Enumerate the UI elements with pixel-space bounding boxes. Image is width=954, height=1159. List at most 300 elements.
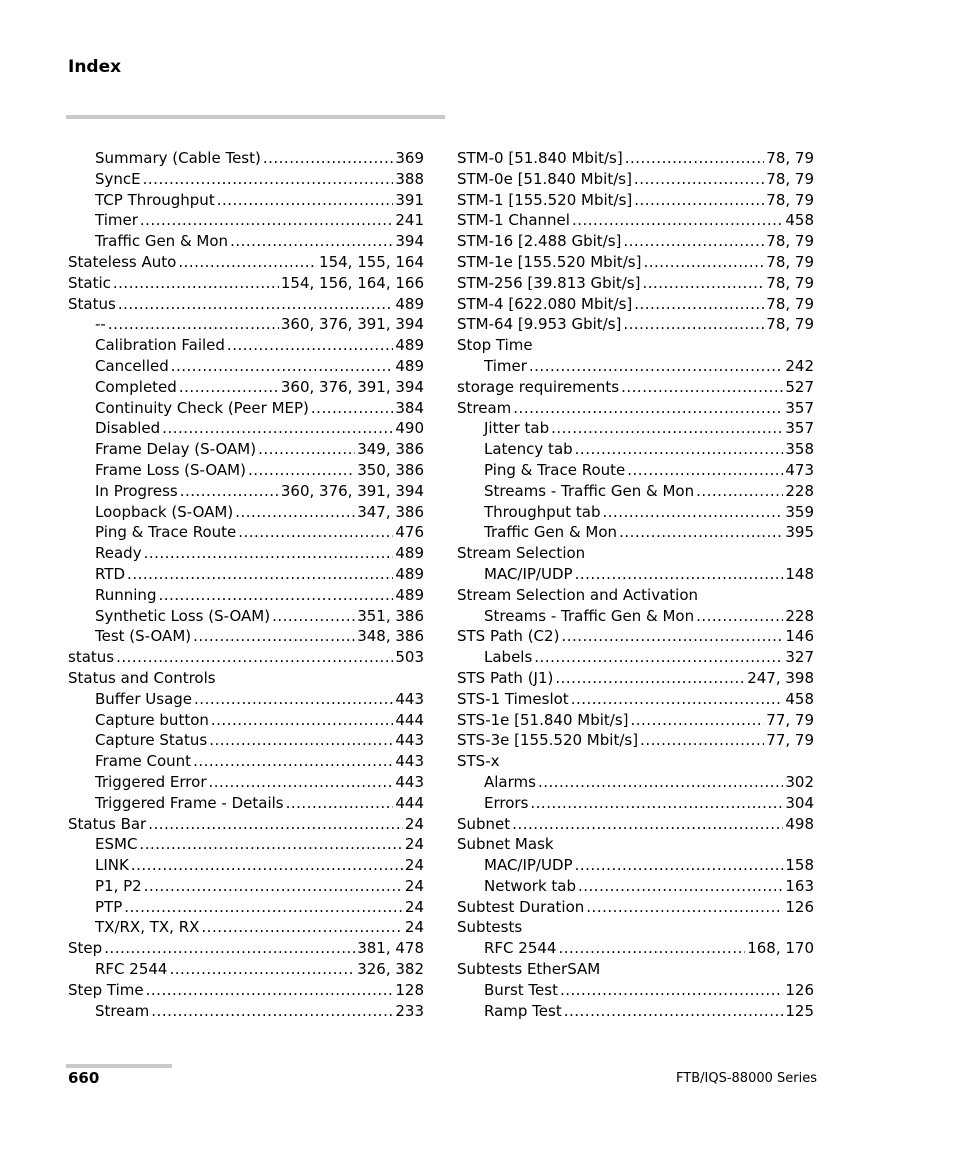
index-column-left <box>68 148 424 1021</box>
page-references: 163 <box>785 876 814 895</box>
index-subentry <box>68 502 424 523</box>
dot-leader <box>575 439 784 460</box>
dot-leader <box>116 647 393 668</box>
index-term: Subtest Duration <box>457 897 585 916</box>
index-term: Stateless Auto <box>68 252 177 271</box>
index-entry <box>457 377 814 398</box>
page-references: 357 <box>785 398 814 417</box>
index-subentry <box>68 190 424 211</box>
index-entry <box>457 668 814 689</box>
index-term: Ramp Test <box>484 1001 562 1020</box>
index-subentry <box>68 1001 424 1022</box>
index-entry <box>457 294 814 315</box>
dot-leader <box>286 793 394 814</box>
dot-leader <box>512 814 783 835</box>
index-subentry <box>68 522 424 543</box>
dot-leader <box>619 522 783 543</box>
dot-leader <box>529 356 783 377</box>
index-subentry <box>68 398 424 419</box>
index-subentry <box>68 751 424 772</box>
index-term: RFC 2544 <box>484 939 557 958</box>
index-subentry <box>457 418 814 439</box>
page-references: 489 <box>395 356 424 375</box>
page-references: 327 <box>785 648 814 667</box>
page-references: 304 <box>785 793 814 812</box>
index-subentry <box>457 439 814 460</box>
index-term: MAC/IP/UDP <box>484 856 573 875</box>
index-term: Latency tab <box>484 440 573 459</box>
dot-leader <box>623 314 764 335</box>
dot-leader <box>623 231 764 252</box>
page-references: 473 <box>785 460 814 479</box>
dot-leader <box>640 730 764 751</box>
page-references: 241 <box>395 211 424 230</box>
page-references: 24 <box>404 918 424 937</box>
page-references: 128 <box>395 980 424 999</box>
index-subentry <box>457 938 814 959</box>
index-entry <box>68 252 424 273</box>
dot-leader <box>643 252 764 273</box>
index-entry <box>457 585 814 606</box>
index-entry <box>457 751 814 772</box>
index-term: Ping & Trace Route <box>95 523 237 542</box>
index-term: Status <box>68 294 116 313</box>
dot-leader <box>564 1001 784 1022</box>
index-entry <box>457 834 814 855</box>
page-references: 247, 398 <box>747 668 814 687</box>
index-entry <box>457 814 814 835</box>
dot-leader <box>144 876 403 897</box>
dot-leader <box>124 897 403 918</box>
index-subentry <box>68 481 424 502</box>
dot-leader <box>139 834 402 855</box>
index-subentry <box>457 647 814 668</box>
index-term: STM-1e [155.520 Mbit/s] <box>457 252 642 271</box>
dot-leader <box>555 668 745 689</box>
index-entry <box>68 938 424 959</box>
dot-leader <box>144 543 394 564</box>
page-references: 302 <box>785 772 814 791</box>
index-term: LINK <box>95 856 129 875</box>
page-references: 24 <box>404 876 424 895</box>
index-subentry <box>68 710 424 731</box>
index-entry <box>457 959 814 980</box>
dot-leader <box>178 252 317 273</box>
index-term: Summary (Cable Test) <box>95 149 261 167</box>
page-references: 24 <box>404 897 424 916</box>
index-term: RTD <box>95 564 126 583</box>
dot-leader <box>209 730 393 751</box>
index-term: Loopback (S-OAM) <box>95 502 234 521</box>
index-subentry <box>68 897 424 918</box>
dot-leader <box>311 398 393 419</box>
index-term: Errors <box>484 793 529 812</box>
index-term: STM-16 [2.488 Gbit/s] <box>457 232 622 251</box>
dot-leader <box>131 855 403 876</box>
index-subentry <box>457 793 814 814</box>
index-term: Subnet <box>457 814 511 833</box>
index-entry <box>457 169 814 190</box>
page-references: 489 <box>395 564 424 583</box>
index-term: STM-64 [9.953 Gbit/s] <box>457 315 622 334</box>
index-term: STS-3e [155.520 Mbit/s] <box>457 731 639 750</box>
page-number: 660 <box>68 1069 100 1087</box>
page-references: 78, 79 <box>766 315 814 334</box>
index-entry <box>457 314 814 335</box>
page-references: 348, 386 <box>357 627 424 646</box>
page-references: 158 <box>785 856 814 875</box>
index-term: Stream <box>457 398 512 417</box>
page-references: 443 <box>395 772 424 791</box>
dot-leader <box>227 335 393 356</box>
index-entry <box>457 190 814 211</box>
index-subentry <box>68 335 424 356</box>
index-subentry <box>457 460 814 481</box>
index-subentry <box>457 356 814 377</box>
dot-leader <box>148 814 403 835</box>
index-entry <box>457 252 814 273</box>
page-references: 388 <box>395 169 424 188</box>
dot-leader <box>238 522 393 543</box>
index-subentry <box>68 418 424 439</box>
page-references: 126 <box>785 980 814 999</box>
page-references: 350, 386 <box>357 460 424 479</box>
page-references: 228 <box>785 481 814 500</box>
index-subentry <box>68 793 424 814</box>
index-subentry <box>68 314 424 335</box>
index-term: Static <box>68 273 111 292</box>
dot-leader <box>151 1001 393 1022</box>
dot-leader <box>146 980 394 1001</box>
index-entry <box>68 647 424 668</box>
page-references: 395 <box>785 523 814 542</box>
dot-leader <box>208 772 393 793</box>
index-entry <box>457 689 814 710</box>
index-term: In Progress <box>95 481 178 500</box>
index-subentry <box>68 460 424 481</box>
page-references: 444 <box>395 710 424 729</box>
page-references: 24 <box>404 835 424 854</box>
page-references: 391 <box>395 190 424 209</box>
index-subentry <box>457 606 814 627</box>
dot-leader <box>230 231 393 252</box>
index-entry <box>457 626 814 647</box>
page-references: 77, 79 <box>766 710 814 729</box>
page-references: 154, 155, 164 <box>319 252 424 271</box>
page-references: 349, 386 <box>357 440 424 459</box>
index-subentry <box>68 148 424 169</box>
index-term: TCP Throughput <box>95 190 215 209</box>
index-term: Step Time <box>68 980 144 999</box>
index-entry <box>457 148 814 169</box>
dot-leader <box>201 917 403 938</box>
index-term: Status and Controls <box>68 668 216 687</box>
page-references: 148 <box>785 564 814 583</box>
page-references: 443 <box>395 731 424 750</box>
index-term: Test (S-OAM) <box>95 627 192 646</box>
index-term: Stream <box>95 1001 150 1020</box>
index-term: Frame Count <box>95 752 192 771</box>
index-term: PTP <box>95 897 123 916</box>
index-term: -- <box>95 315 106 334</box>
page-references: 146 <box>785 627 814 646</box>
dot-leader <box>538 772 783 793</box>
dot-leader <box>118 294 394 315</box>
dot-leader <box>634 294 764 315</box>
index-subentry <box>68 689 424 710</box>
dot-leader <box>248 460 355 481</box>
index-term: P1, P2 <box>95 876 142 895</box>
page-references: 228 <box>785 606 814 625</box>
page-references: 360, 376, 391, 394 <box>280 481 424 500</box>
index-term: STS-1 Timeslot <box>457 689 569 708</box>
dot-leader <box>551 418 783 439</box>
index-term: Streams - Traffic Gen & Mon <box>484 606 695 625</box>
page-references: 24 <box>404 814 424 833</box>
index-subentry <box>68 231 424 252</box>
dot-leader <box>634 169 764 190</box>
dot-leader <box>108 314 279 335</box>
index-subentry <box>68 917 424 938</box>
page-references: 498 <box>785 814 814 833</box>
index-term: Stop Time <box>457 336 533 355</box>
index-term: Stream Selection <box>457 544 586 563</box>
index-term: Continuity Check (Peer MEP) <box>95 398 309 417</box>
index-subentry <box>457 564 814 585</box>
page-references: 78, 79 <box>766 169 814 188</box>
index-term: Stream Selection and Activation <box>457 585 699 604</box>
dot-leader <box>575 855 784 876</box>
index-subentry <box>457 1001 814 1022</box>
dot-leader <box>625 148 765 169</box>
dot-leader <box>534 647 783 668</box>
index-term: Status Bar <box>68 814 147 833</box>
page-references: 78, 79 <box>766 273 814 292</box>
index-term: Frame Loss (S-OAM) <box>95 460 246 479</box>
index-subentry <box>457 772 814 793</box>
index-subentry <box>68 959 424 980</box>
dot-leader <box>561 626 783 647</box>
dot-leader <box>194 689 393 710</box>
index-subentry <box>457 876 814 897</box>
product-series: FTB/IQS-88000 Series <box>676 1071 817 1086</box>
dot-leader <box>513 398 783 419</box>
dot-leader <box>621 377 783 398</box>
index-term: Burst Test <box>484 980 558 999</box>
dot-leader <box>113 273 279 294</box>
index-term: status <box>68 648 115 667</box>
page-references: 351, 386 <box>357 606 424 625</box>
footer-divider <box>66 1064 172 1068</box>
index-term: Running <box>95 585 157 604</box>
page-references: 233 <box>395 1001 424 1020</box>
dot-leader <box>193 626 355 647</box>
index-subentry <box>457 522 814 543</box>
index-subentry <box>68 876 424 897</box>
page-references: 168, 170 <box>747 939 814 958</box>
index-entry <box>68 980 424 1001</box>
page-references: 489 <box>395 544 424 563</box>
index-term: Subtests <box>457 918 523 937</box>
page-references: 347, 386 <box>357 502 424 521</box>
index-term: Ready <box>95 544 142 563</box>
page-references: 78, 79 <box>766 252 814 271</box>
index-term: Buffer Usage <box>95 689 193 708</box>
index-subentry <box>68 543 424 564</box>
dot-leader <box>158 585 393 606</box>
index-term: Ping & Trace Route <box>484 460 626 479</box>
page-references: 24 <box>404 856 424 875</box>
dot-leader <box>530 793 783 814</box>
index-entry <box>68 668 424 689</box>
index-entry <box>457 210 814 231</box>
page-references: 444 <box>395 793 424 812</box>
index-term: Timer <box>484 356 527 375</box>
index-subentry <box>457 980 814 1001</box>
index-term: SyncE <box>95 169 141 188</box>
index-entry <box>457 543 814 564</box>
dot-leader <box>169 959 355 980</box>
page-references: 458 <box>785 211 814 230</box>
index-term: MAC/IP/UDP <box>484 564 573 583</box>
index-subentry <box>68 626 424 647</box>
header-divider <box>66 115 445 119</box>
index-term: Traffic Gen & Mon <box>95 232 229 251</box>
index-term: Timer <box>95 211 138 230</box>
page-references: 369 <box>395 149 424 167</box>
page-references: 360, 376, 391, 394 <box>280 315 424 334</box>
index-subentry <box>68 855 424 876</box>
index-term: Jitter tab <box>484 419 550 438</box>
page-references: 125 <box>785 1001 814 1020</box>
page-references: 458 <box>785 689 814 708</box>
dot-leader <box>586 897 783 918</box>
index-term: STS Path (J1) <box>457 668 554 687</box>
index-entry <box>457 335 814 356</box>
page-references: 357 <box>785 419 814 438</box>
page-references: 77, 79 <box>766 731 814 750</box>
dot-leader <box>143 169 394 190</box>
index-term: Completed <box>95 377 177 396</box>
page-references: 489 <box>395 294 424 313</box>
index-entry <box>68 814 424 835</box>
page-references: 476 <box>395 523 424 542</box>
index-subentry <box>68 730 424 751</box>
index-term: Triggered Error <box>95 772 207 791</box>
dot-leader <box>217 190 394 211</box>
index-term: Calibration Failed <box>95 336 225 355</box>
index-term: Labels <box>484 648 533 667</box>
dot-leader <box>696 606 783 627</box>
index-term: Cancelled <box>95 356 169 375</box>
index-subentry <box>68 439 424 460</box>
index-entry <box>457 273 814 294</box>
index-term: Traffic Gen & Mon <box>484 523 618 542</box>
index-term: Disabled <box>95 419 161 438</box>
index-subentry <box>68 834 424 855</box>
index-term: STM-1 [155.520 Mbit/s] <box>457 190 633 209</box>
page-references: 394 <box>395 232 424 251</box>
dot-leader <box>272 606 355 627</box>
index-entry <box>68 273 424 294</box>
dot-leader <box>235 502 355 523</box>
dot-leader <box>263 148 394 169</box>
dot-leader <box>575 564 784 585</box>
index-subentry <box>68 377 424 398</box>
page-references: 489 <box>395 585 424 604</box>
page-references: 443 <box>395 752 424 771</box>
dot-leader <box>193 751 393 772</box>
dot-leader <box>627 460 783 481</box>
dot-leader <box>171 356 394 377</box>
index-subentry <box>457 502 814 523</box>
page-references: 359 <box>785 502 814 521</box>
index-term: STM-256 [39.813 Gbit/s] <box>457 273 641 292</box>
dot-leader <box>558 938 745 959</box>
page-references: 78, 79 <box>766 149 814 167</box>
page-references: 78, 79 <box>766 294 814 313</box>
dot-leader <box>631 710 765 731</box>
index-term: Step <box>68 939 103 958</box>
page-references: 360, 376, 391, 394 <box>280 377 424 396</box>
page-references: 384 <box>395 398 424 417</box>
index-term: Subtests EtherSAM <box>457 960 601 979</box>
index-term: Alarms <box>484 772 536 791</box>
page-references: 126 <box>785 897 814 916</box>
index-term: STS-1e [51.840 Mbit/s] <box>457 710 629 729</box>
page-references: 381, 478 <box>357 939 424 958</box>
dot-leader <box>603 502 784 523</box>
index-term: STM-0e [51.840 Mbit/s] <box>457 169 632 188</box>
dot-leader <box>258 439 355 460</box>
dot-leader <box>211 710 393 731</box>
dot-leader <box>127 564 393 585</box>
index-term: storage requirements <box>457 377 620 396</box>
index-term: Streams - Traffic Gen & Mon <box>484 481 695 500</box>
index-term: Capture Status <box>95 731 208 750</box>
dot-leader <box>571 689 784 710</box>
dot-leader <box>572 210 783 231</box>
index-term: TX/RX, TX, RX <box>95 918 200 937</box>
page-references: 78, 79 <box>766 232 814 251</box>
index-subentry <box>68 606 424 627</box>
index-entry <box>457 398 814 419</box>
dot-leader <box>560 980 783 1001</box>
page-references: 489 <box>395 336 424 355</box>
dot-leader <box>162 418 393 439</box>
dot-leader <box>642 273 764 294</box>
index-subentry <box>68 356 424 377</box>
index-subentry <box>68 210 424 231</box>
page-references: 78, 79 <box>766 190 814 209</box>
dot-leader <box>696 481 783 502</box>
index-term: Frame Delay (S-OAM) <box>95 440 257 459</box>
dot-leader <box>104 938 355 959</box>
dot-leader <box>140 210 393 231</box>
index-entry <box>68 294 424 315</box>
index-entry <box>457 710 814 731</box>
index-column-right <box>457 148 814 1021</box>
page-references: 503 <box>395 648 424 667</box>
page-title: Index <box>68 57 122 77</box>
page-references: 326, 382 <box>357 960 424 979</box>
index-subentry <box>68 772 424 793</box>
dot-leader <box>634 190 764 211</box>
index-subentry <box>68 564 424 585</box>
index-entry <box>457 730 814 751</box>
index-term: Throughput tab <box>484 502 601 521</box>
index-term: STM-4 [622.080 Mbit/s] <box>457 294 633 313</box>
